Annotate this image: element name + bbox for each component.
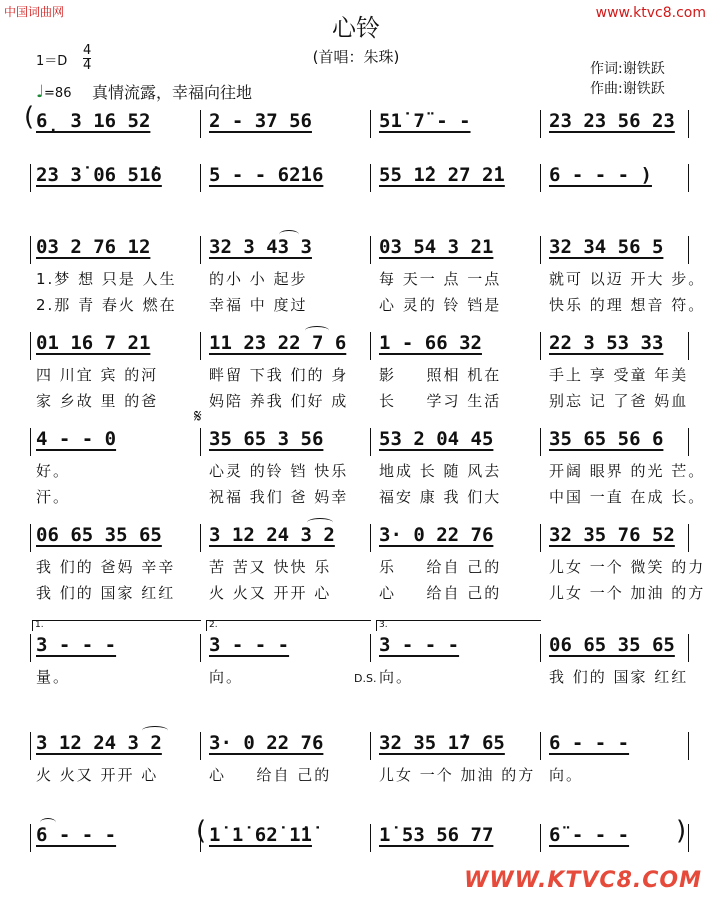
- measure-notes: 11 23 22 7 6: [209, 332, 347, 354]
- bar-line: [30, 164, 31, 192]
- bar-line: [688, 524, 689, 552]
- tie-slur: [279, 230, 299, 239]
- volta-bracket: [32, 620, 201, 631]
- bar-line: [200, 236, 201, 264]
- lyric-verse-2: 儿女 一个 加油 的方: [549, 584, 706, 602]
- measure-notes: 53 2 04 45: [379, 428, 494, 450]
- music-system: [0, 326, 712, 418]
- bar-line: [370, 824, 371, 852]
- measure-notes: 03 2 76 12: [36, 236, 151, 258]
- song-subtitle: (首唱：朱珠): [312, 48, 400, 66]
- lyric-verse-1: 每 天一 点 一点: [379, 270, 502, 288]
- music-system: [0, 726, 712, 818]
- lyric-verse-1: 儿女 一个 加油 的方: [379, 766, 536, 784]
- measure-notes: 3· 0 22 76: [379, 524, 494, 546]
- intro-bracket-open: (: [24, 102, 35, 132]
- tie-slur: [142, 726, 168, 735]
- volta-label: 1.: [35, 620, 44, 630]
- measure-notes: 3 12 24 3 2: [36, 732, 162, 754]
- bar-line: [200, 634, 201, 662]
- bar-line: [370, 428, 371, 456]
- measure-notes: 32 3 43 3: [209, 236, 312, 258]
- bar-line: [200, 332, 201, 360]
- measure-notes: 01 16 7 21: [36, 332, 151, 354]
- lyric-verse-1: 苦 苦又 快快 乐: [209, 558, 332, 576]
- measure-notes: 06 65 35 65: [549, 634, 675, 656]
- watermark-bottom-right: WWW.KTVC8.COM: [464, 868, 702, 893]
- bar-line: [370, 524, 371, 552]
- lyric-verse-2: 长 学习 生活: [379, 392, 502, 410]
- key-signature: 1＝D: [36, 54, 68, 69]
- music-system: [0, 406, 712, 514]
- lyric-verse-2: 别忘 记 了爸 妈血: [549, 392, 689, 410]
- lyric-verse-2: 汗。: [36, 488, 71, 506]
- lyric-verse-1: 好。: [36, 462, 71, 480]
- bar-line: [540, 236, 541, 264]
- bar-line: [688, 824, 689, 852]
- bar-line: [540, 428, 541, 456]
- measure-notes: 35 65 3 56: [209, 428, 324, 450]
- lyric-verse-2: 火 火又 开开 心: [209, 584, 332, 602]
- lyric-verse-2: 心 灵的 铃 铛是: [379, 296, 502, 314]
- bar-line: [200, 110, 201, 138]
- bar-line: [540, 634, 541, 662]
- bar-line: [30, 236, 31, 264]
- bar-line: [370, 332, 371, 360]
- music-system: [0, 518, 712, 610]
- lyric-verse-1: 向。: [549, 766, 584, 784]
- lyric-verse-1: 1.梦 想 只是 人生: [36, 270, 177, 288]
- ds-mark: D.S.: [354, 672, 377, 685]
- tempo-marking: ♩=86: [36, 82, 72, 102]
- bar-line: [540, 332, 541, 360]
- tie-slur: [40, 818, 56, 827]
- measure-notes: 3 12 24 3 2: [209, 524, 335, 546]
- bar-line: [370, 236, 371, 264]
- lyric-verse-1: 手上 享 受童 年美: [549, 366, 689, 384]
- volta-bracket: [376, 620, 541, 631]
- tie-slur: [307, 518, 333, 527]
- measure-notes: 5 - - 62̇16: [209, 164, 324, 186]
- measure-notes: 03 54 3 21: [379, 236, 494, 258]
- bar-line: [370, 164, 371, 192]
- lyric-verse-1: 我 们的 爸妈 辛辛: [36, 558, 176, 576]
- lyric-verse-2: 幸福 中 度过: [209, 296, 308, 314]
- lyric-verse-1: 心 给自 己的: [209, 766, 332, 784]
- lyric-verse-1: 影 照相 机在: [379, 366, 502, 384]
- lyric-verse-1: 心灵 的铃 铛 快乐: [209, 462, 349, 480]
- expression-marking: 真情流露，幸福向往地: [92, 83, 253, 102]
- measure-notes: 51̇ 7̈ - -: [379, 110, 471, 132]
- bar-line: [200, 732, 201, 760]
- lyric-verse-2: 我 们的 国家 红红: [36, 584, 176, 602]
- lyric-verse-1: 的小 小 起步: [209, 270, 308, 288]
- bar-line: [200, 524, 201, 552]
- lyric-verse-1: 向。: [379, 668, 414, 686]
- measure-notes: 3 - - -: [379, 634, 460, 656]
- segno-icon: 𝄋: [194, 406, 202, 427]
- lyricist-credit: 作词:谢铁跃: [590, 61, 665, 77]
- watermark-top-left: 中国词曲网: [4, 5, 65, 19]
- measure-notes: 1̇ 53 56 77: [379, 824, 494, 846]
- lyric-verse-1: 地成 长 随 风去: [379, 462, 502, 480]
- music-system: [0, 818, 712, 910]
- lyric-verse-1: 开阔 眼界 的光 芒。: [549, 462, 706, 480]
- coda-bracket-close: ): [676, 816, 687, 846]
- bar-line: [370, 110, 371, 138]
- bar-line: [540, 524, 541, 552]
- bar-line: [30, 332, 31, 360]
- bar-line: [688, 110, 689, 138]
- bar-line: [200, 164, 201, 192]
- bar-line: [688, 332, 689, 360]
- bar-line: [30, 824, 31, 852]
- measure-notes: 3 - - -: [36, 634, 117, 656]
- measure-notes: 32 34 56 5: [549, 236, 664, 258]
- measure-notes: 22 3 53 33: [549, 332, 664, 354]
- lyric-verse-2: 妈陪 养我 们好 成: [209, 392, 349, 410]
- lyric-verse-1: 火 火又 开开 心: [36, 766, 159, 784]
- lyric-verse-2: 快乐 的理 想音 符。: [549, 296, 706, 314]
- measure-notes: 32 35 1̇7 65: [379, 732, 505, 754]
- measure-notes: 1 - 66 32: [379, 332, 482, 354]
- bar-line: [540, 824, 541, 852]
- measure-notes: 6 - - -: [549, 732, 630, 754]
- coda-bracket-open: (: [196, 816, 207, 846]
- bar-line: [540, 110, 541, 138]
- measure-notes: 1̇ 1̇ 62̇ 1̇1̇: [209, 824, 312, 846]
- lyric-verse-1: 儿女 一个 微笑 的力: [549, 558, 706, 576]
- watermark-top-right: www.ktvc8.com: [595, 5, 706, 21]
- bar-line: [688, 634, 689, 662]
- lyric-verse-2: 福安 康 我 们大: [379, 488, 502, 506]
- measure-notes: 4 - - 0: [36, 428, 117, 450]
- measure-notes: 2 - 37 56: [209, 110, 312, 132]
- lyric-verse-2: 2.那 青 春火 燃在: [36, 296, 177, 314]
- measure-notes: 55 1̇2 27 2̇1: [379, 164, 505, 186]
- measure-notes: 23 23 56 23: [549, 110, 675, 132]
- lyric-verse-1: 畔留 下我 们的 身: [209, 366, 349, 384]
- time-signature: 4 4: [83, 43, 92, 73]
- measure-notes: 35 65 56 6: [549, 428, 664, 450]
- lyric-verse-1: 就可 以迈 开大 步。: [549, 270, 706, 288]
- lyric-verse-1: 量。: [36, 668, 71, 686]
- measure-notes: 06 65 35 65: [36, 524, 162, 546]
- volta-label: 3.: [379, 620, 388, 630]
- measure-notes: 6 - - -: [36, 824, 117, 846]
- lyric-verse-2: 家 乡故 里 的爸: [36, 392, 159, 410]
- music-system: [0, 230, 712, 322]
- lyric-verse-1: 我 们的 国家 红红: [549, 668, 689, 686]
- bar-line: [370, 634, 371, 662]
- song-title: 心铃: [332, 14, 380, 42]
- measure-notes: 32 35 76 52: [549, 524, 675, 546]
- bar-line: [688, 428, 689, 456]
- bar-line: [688, 732, 689, 760]
- volta-bracket: [206, 620, 371, 631]
- measure-notes: 6̣ 3 16 52: [36, 110, 151, 132]
- measure-notes: 3· 0 22 76: [209, 732, 324, 754]
- bar-line: [540, 732, 541, 760]
- composer-credit: 作曲:谢铁跃: [590, 81, 665, 97]
- lyric-verse-1: 乐 给自 己的: [379, 558, 502, 576]
- volta-label: 2.: [209, 620, 218, 630]
- tie-slur: [305, 326, 329, 335]
- bar-line: [30, 428, 31, 456]
- bar-line: [688, 164, 689, 192]
- measure-notes: 6̈ - - -: [549, 824, 630, 846]
- bar-line: [30, 524, 31, 552]
- measure-notes: 6 - - - ): [549, 164, 652, 186]
- bar-line: [370, 732, 371, 760]
- lyric-verse-1: 四 川宜 宾 的河: [36, 366, 159, 384]
- quarter-note-icon: ♩: [36, 82, 45, 102]
- measure-notes: 3 - - -: [209, 634, 290, 656]
- lyric-verse-2: 心 给自 己的: [379, 584, 502, 602]
- music-system: [0, 620, 712, 720]
- lyric-verse-2: 祝福 我们 爸 妈幸: [209, 488, 349, 506]
- bar-line: [688, 236, 689, 264]
- bar-line: [30, 634, 31, 662]
- bar-line: [540, 164, 541, 192]
- lyric-verse-2: 中国 一直 在成 长。: [549, 488, 706, 506]
- measure-notes: 23 3̇ 06 51̇6: [36, 164, 162, 186]
- bar-line: [30, 732, 31, 760]
- lyric-verse-1: 向。: [209, 668, 244, 686]
- bar-line: [200, 428, 201, 456]
